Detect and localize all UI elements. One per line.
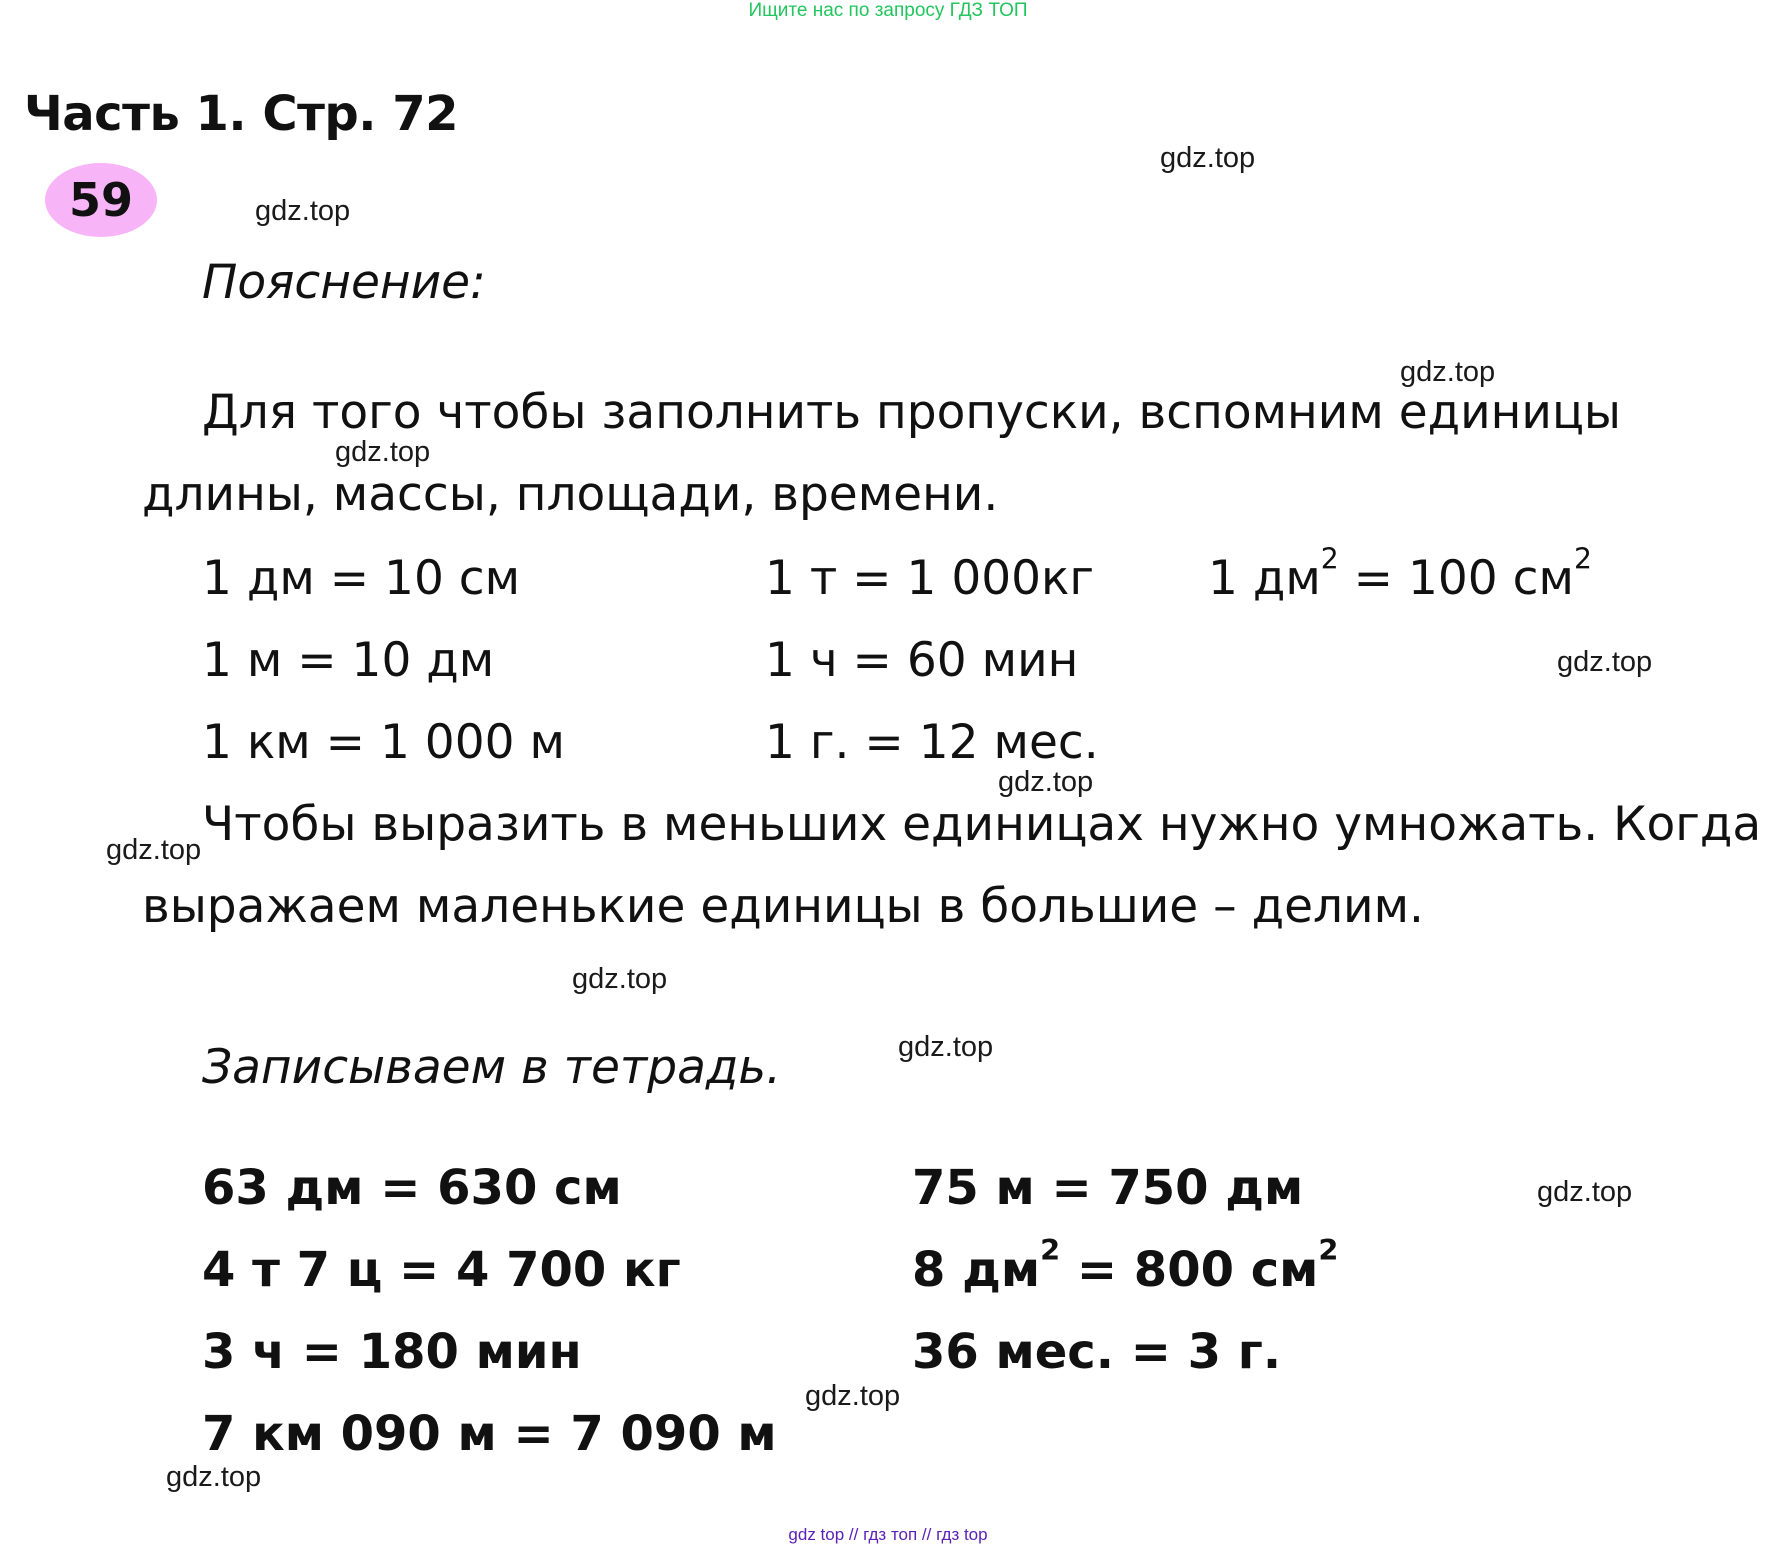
unit-dm-cm: 1 дм = 10 см xyxy=(202,551,521,606)
answer-5: 75 м = 750 дм xyxy=(912,1160,1304,1216)
unit-area-exp2: 2 xyxy=(1573,542,1592,576)
watermark: gdz.top xyxy=(335,436,431,468)
answer-6-left: 8 дм xyxy=(912,1242,1041,1298)
unit-area-right: = 100 см xyxy=(1338,551,1574,606)
unit-area xyxy=(1208,542,1592,606)
intro-line-1: Для того чтобы заполнить пропуски, вспомним единицы xyxy=(202,385,1622,440)
watermark: gdz.top xyxy=(1400,356,1496,388)
answer-3: 3 ч = 180 мин xyxy=(202,1324,582,1380)
write-heading: Записываем в тетрадь. xyxy=(202,1040,782,1095)
answer-4: 7 км 090 м = 7 090 м xyxy=(202,1406,777,1462)
unit-km-m: 1 км = 1 000 м xyxy=(202,715,565,770)
watermark: gdz.top xyxy=(106,834,202,866)
answer-7: 36 мес. = 3 г. xyxy=(912,1324,1282,1380)
watermark: gdz.top xyxy=(998,766,1094,798)
answer-6 xyxy=(912,1233,1339,1298)
footer: gdz top // гдз топ // гдз top xyxy=(788,1525,988,1544)
rule-line-1: Чтобы выразить в меньших единицах нужно умножать. Когда xyxy=(202,797,1762,852)
watermark: gdz.top xyxy=(1537,1176,1633,1208)
answer-1: 63 дм = 630 см xyxy=(202,1160,622,1216)
answer-6-exp: 2 xyxy=(1040,1233,1061,1268)
rule-line-2: выражаем маленькие единицы в большие – делим. xyxy=(142,879,1424,934)
unit-m-dm: 1 м = 10 дм xyxy=(202,633,495,688)
watermark: gdz.top xyxy=(805,1380,901,1412)
unit-area-left: 1 дм xyxy=(1208,551,1321,606)
top-banner: Ищите нас по запросу ГДЗ ТОП xyxy=(748,0,1028,21)
watermark: gdz.top xyxy=(572,963,668,995)
answer-2: 4 т 7 ц = 4 700 кг xyxy=(202,1242,681,1298)
answer-6-right: = 800 см xyxy=(1060,1242,1319,1298)
unit-h-min: 1 ч = 60 мин xyxy=(765,633,1079,688)
unit-year-month: 1 г. = 12 мес. xyxy=(765,715,1099,770)
answer-6-exp2: 2 xyxy=(1318,1233,1339,1268)
page-title: Часть 1. Стр. 72 xyxy=(24,86,459,142)
watermark: gdz.top xyxy=(166,1461,262,1493)
watermark: gdz.top xyxy=(1557,646,1653,678)
watermark: gdz.top xyxy=(898,1031,994,1063)
intro-line-2: длины, массы, площади, времени. xyxy=(142,467,999,522)
watermark: gdz.top xyxy=(255,195,351,227)
explanation-heading: Пояснение: xyxy=(202,255,486,310)
watermark: gdz.top xyxy=(1160,142,1256,174)
unit-t-kg: 1 т = 1 000кг xyxy=(765,551,1095,606)
unit-area-exp: 2 xyxy=(1320,542,1339,576)
task-number: 59 xyxy=(68,173,133,227)
task-number-badge xyxy=(45,163,157,237)
